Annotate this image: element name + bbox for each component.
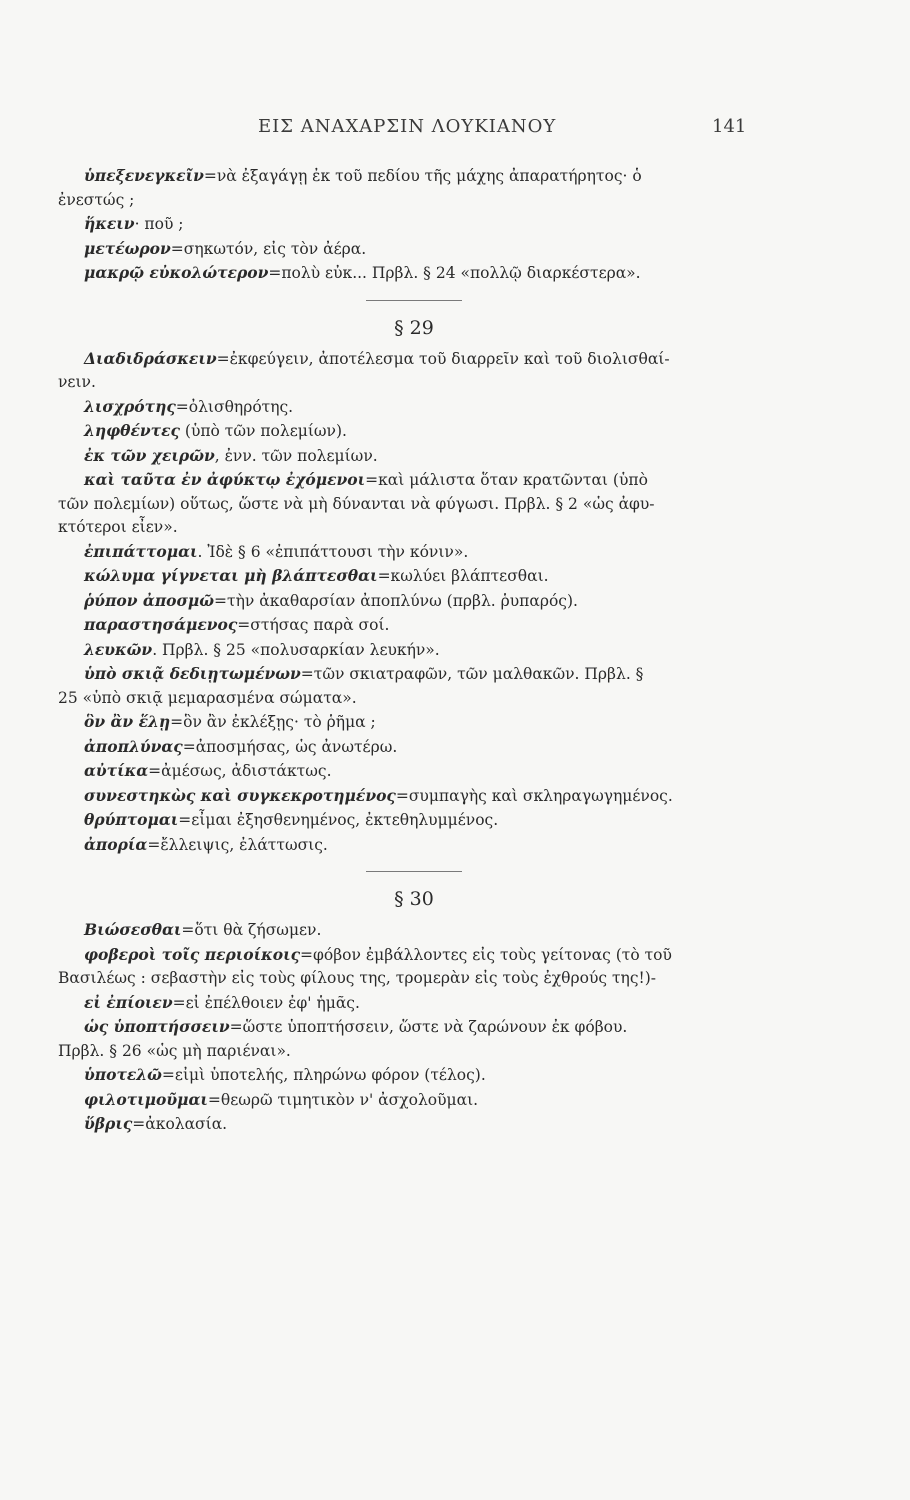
entry-line xyxy=(58,261,770,286)
lemma: Βιώσεσθαι xyxy=(84,920,182,939)
gloss: =τῶν σκιατραφῶν, τῶν μαλθακῶν. Πρβλ. § xyxy=(300,665,644,683)
entry-line xyxy=(58,833,770,858)
gloss: =ἀποσμήσας, ὡς ἀνωτέρω. xyxy=(182,737,398,756)
entry-line xyxy=(58,808,770,833)
gloss: ἐνεστώς ; xyxy=(58,190,135,209)
gloss: =καὶ μάλιστα ὅταν κρατῶνται (ὑπὸ xyxy=(365,471,648,489)
section-heading: § 29 xyxy=(394,316,434,339)
entry-line xyxy=(58,468,770,493)
lemma: εἰ ἐπίοιεν xyxy=(84,992,173,1012)
gloss: =συμπαγὴς καὶ σκληραγωγημένος. xyxy=(395,786,673,805)
entry-line xyxy=(58,1015,770,1040)
lemma: ὑπὸ σκιᾷ δεδιῃτωμένων xyxy=(84,664,301,683)
gloss: =πολὺ εὐκ... Πρβλ. § 24 «πολλῷ διαρκέστερα». xyxy=(268,264,641,282)
lemma: λευκῶν xyxy=(84,639,153,659)
gloss: 25 «ὑπὸ σκιᾷ μεμαρασμένα σώματα». xyxy=(58,688,357,707)
entry-line xyxy=(58,1112,770,1137)
gloss: =ὅτι θὰ ζήσωμεν. xyxy=(181,921,322,939)
entry-line xyxy=(58,613,770,638)
gloss: Βασιλέως : σεβαστὴν εἰς τοὺς φίλους της, τρομερὰν εἰς τοὺς ἐχθρούς της!)- xyxy=(58,969,657,987)
entry-line xyxy=(58,237,770,262)
lemma: καὶ ταῦτα ἐν ἀφύκτῳ ἐχόμενοι xyxy=(84,470,366,489)
entry-line xyxy=(58,419,770,444)
gloss: (ὑπὸ τῶν πολεμίων). xyxy=(179,422,347,440)
gloss: =κωλύει βλάπτεσθαι. xyxy=(377,567,549,585)
entry-line xyxy=(58,189,770,213)
gloss: =τὴν ἀκαθαρσίαν ἀποπλύνω (πρβλ. ῥυπαρός). xyxy=(214,591,578,610)
gloss: =ἔλλειψις, ἐλάττωσις. xyxy=(147,835,328,854)
lemma: μακρῷ εὐκολώτερον xyxy=(84,263,269,282)
section-divider xyxy=(366,300,462,301)
gloss: =σηκωτόν, εἰς τὸν ἀέρα. xyxy=(170,239,367,258)
lemma: ληφθέντες xyxy=(84,421,180,440)
lemma: φιλοτιμοῦμαι xyxy=(84,1089,208,1109)
lemma: ὡς ὑποπτήσσειν xyxy=(84,1017,230,1036)
entry-line xyxy=(58,1063,770,1088)
gloss: =εἰ ἐπέλθοιεν ἐφ' ἡμᾶς. xyxy=(172,993,360,1012)
gloss: τῶν πολεμίων) οὕτως, ὥστε νὰ μὴ δύνανται νὰ φύγωσι. Πρβλ. § 2 «ὡς ἀφυ- xyxy=(58,494,655,513)
lemma: αὐτίκα xyxy=(84,761,149,780)
gloss: =ἀμέσως, ἀδιστάκτως. xyxy=(148,762,332,780)
lemma: ἥκειν xyxy=(84,214,135,233)
gloss: =ἀκολασία. xyxy=(132,1115,228,1133)
lemma: ἀποπλύνας xyxy=(84,736,183,756)
lemma: ἐκ τῶν χειρῶν xyxy=(84,445,215,465)
entry-line xyxy=(58,1040,770,1064)
lemma: μετέωρον xyxy=(84,238,171,258)
gloss: νειν. xyxy=(58,373,96,391)
entry-line xyxy=(58,735,770,760)
lemma: ῥύπον ἀποσμῶ xyxy=(84,590,215,610)
gloss: =ὃν ἂν ἐκλέξῃς· τὸ ῥῆμα ; xyxy=(170,713,376,731)
entry-line xyxy=(58,444,770,469)
entry-line xyxy=(58,687,770,711)
section-29 xyxy=(58,315,770,858)
entry-line xyxy=(58,589,770,614)
lemma: ἐπιπάττομαι xyxy=(84,541,198,561)
entry-line xyxy=(58,918,770,943)
gloss: · ποῦ ; xyxy=(134,215,184,233)
gloss: =θεωρῶ τιμητικὸν ν' ἀσχολοῦμαι. xyxy=(207,1090,479,1109)
lemma: Διαδιδράσκειν xyxy=(84,348,217,368)
gloss: =εἰμὶ ὑποτελής, πληρώνω φόρον (τέλος). xyxy=(161,1066,486,1084)
gloss: κτότεροι εἶεν». xyxy=(58,518,178,536)
lemma: ὕβρις xyxy=(84,1114,133,1133)
lemma: ὑποτελῶ xyxy=(84,1065,162,1084)
section-heading: § 30 xyxy=(394,888,434,910)
section-divider xyxy=(366,871,462,872)
lemma: κώλυμα γίγνεται μὴ βλάπτεσθαι xyxy=(84,566,378,585)
lemma: φοβεροὶ τοῖς περιοίκοις xyxy=(84,944,301,964)
gloss: , ἐνν. τῶν πολεμίων. xyxy=(214,446,378,465)
gloss: =φόβον ἐμβάλλοντες εἰς τοὺς γείτονας (τὸ τοῦ xyxy=(300,945,672,964)
entry-line xyxy=(58,784,770,809)
entry-line xyxy=(58,943,770,968)
page-number: 141 xyxy=(712,116,747,137)
entry-line xyxy=(58,991,770,1016)
gloss: =νὰ ἐξαγάγῃ ἐκ τοῦ πεδίου τῆς μάχης ἀπαρατήρητος· ὁ xyxy=(203,167,642,185)
lemma: λισχρότης xyxy=(84,396,176,416)
entry-line xyxy=(58,164,770,189)
gloss: =εἶμαι ἐξησθενημένος, ἐκτεθηλυμμένος. xyxy=(178,811,499,829)
section-30 xyxy=(58,886,770,1137)
entry-line xyxy=(58,638,770,663)
entry-line xyxy=(58,493,770,517)
lemma: ὑπεξενεγκεῖν xyxy=(84,166,204,185)
running-title: ΕΙΣ ΑΝΑΧΑΡΣΙΝ ΛΟΥΚΙΑΝΟΥ xyxy=(258,116,557,137)
entry-line xyxy=(58,710,770,735)
gloss: =ὀλισθηρότης. xyxy=(175,397,294,416)
entry-line xyxy=(58,395,770,420)
gloss: . Πρβλ. § 25 «πολυσαρκίαν λευκήν». xyxy=(152,640,440,659)
lemma: ἀπορία xyxy=(84,834,148,854)
gloss: =στήσας παρὰ σοί. xyxy=(237,616,390,634)
entry-line xyxy=(58,662,770,687)
entry-line xyxy=(58,759,770,784)
entry-line xyxy=(58,371,770,395)
entry-line xyxy=(58,540,770,565)
entry-line xyxy=(58,967,770,991)
lemma: παραστησάμενος xyxy=(84,615,238,634)
entry-line xyxy=(58,347,770,372)
gloss: . Ἰδὲ § 6 «ἐπιπάττουσι τὴν κόνιν». xyxy=(197,542,469,561)
gloss: =ἐκφεύγειν, ἀποτέλεσμα τοῦ διαρρεῖν καὶ τοῦ διολισθαί- xyxy=(216,349,670,368)
entry-line xyxy=(58,212,770,237)
lemma: συνεστηκὼς καὶ συγκεκροτημένος xyxy=(84,785,396,805)
running-head xyxy=(0,116,910,146)
entry-line xyxy=(58,516,770,540)
gloss: Πρβλ. § 26 «ὡς μὴ παριέναι». xyxy=(58,1041,291,1060)
block-continuation xyxy=(58,164,770,286)
commentary-body xyxy=(58,164,770,1137)
lemma: θρύπτομαι xyxy=(84,810,179,829)
entry-line xyxy=(58,564,770,589)
entry-line xyxy=(58,1088,770,1113)
lemma: ὃν ἂν ἕλῃ xyxy=(84,712,171,731)
gloss: =ὥστε ὑποπτήσσειν, ὥστε νὰ ζαρώνουν ἐκ φόβου. xyxy=(229,1018,628,1036)
